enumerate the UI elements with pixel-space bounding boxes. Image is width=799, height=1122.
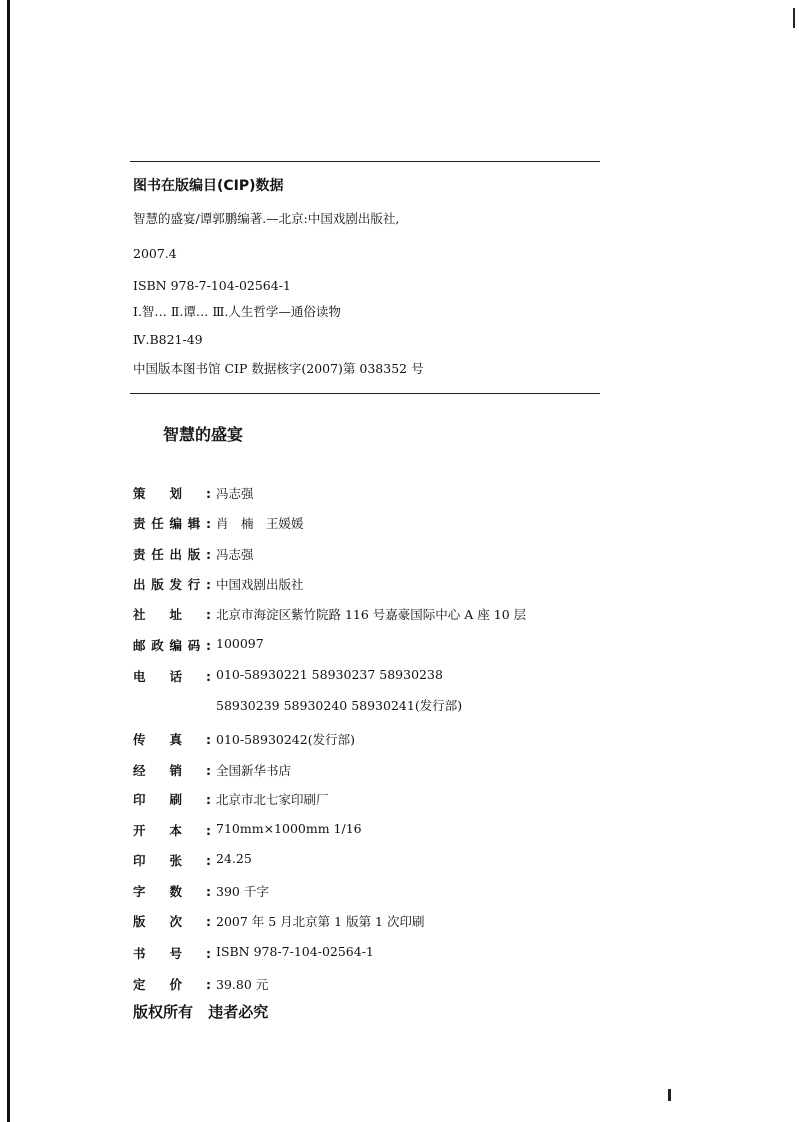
field-label: 责任出版: — [133, 547, 211, 562]
field-label: 开本: — [133, 823, 211, 838]
field-value: 390 千字 — [216, 884, 269, 899]
field-value: 北京市北七家印刷厂 — [216, 792, 329, 807]
field-value: 24.25 — [216, 851, 252, 866]
field-value: 冯志强 — [216, 486, 254, 501]
cip-top-rule — [130, 161, 600, 162]
field-value: 010-58930242(发行部) — [216, 732, 355, 747]
book-title: 智慧的盛宴 — [163, 425, 244, 444]
field-label: 书号: — [133, 946, 211, 961]
cip-bottom-rule — [130, 393, 600, 394]
field-value: 010-58930221 58930237 58930238 — [216, 667, 443, 682]
field-value: 冯志强 — [216, 547, 254, 562]
cip-line: 智慧的盛宴/谭郭鹏编著.—北京:中国戏剧出版社, — [133, 211, 400, 226]
field-label: 邮政编码: — [133, 638, 211, 653]
scan-artifact — [668, 1089, 671, 1101]
field-label: 经销: — [133, 763, 211, 778]
field-label: 定价: — [133, 977, 211, 992]
scan-artifact — [793, 8, 795, 28]
cip-line: 中国版本图书馆 CIP 数据核字(2007)第 038352 号 — [133, 361, 424, 376]
field-label: 社址: — [133, 607, 211, 622]
cip-line: ISBN 978-7-104-02564-1 — [133, 278, 291, 293]
field-value: 肖 楠 王媛媛 — [216, 516, 304, 531]
field-value: ISBN 978-7-104-02564-1 — [216, 944, 374, 959]
field-label: 字数: — [133, 884, 211, 899]
field-label: 责任编辑: — [133, 516, 211, 531]
field-value: 100097 — [216, 636, 264, 651]
field-label: 传真: — [133, 732, 211, 747]
field-label: 出版发行: — [133, 577, 211, 592]
field-value: 全国新华书店 — [216, 763, 292, 778]
field-label: 版次: — [133, 914, 211, 929]
field-value: 中国戏剧出版社 — [216, 577, 304, 592]
cip-line: Ⅰ.智… Ⅱ.谭… Ⅲ.人生哲学—通俗读物 — [133, 304, 341, 319]
copyright-notice: 版权所有 违者必究 — [133, 1003, 269, 1021]
scan-left-edge — [7, 0, 10, 1122]
field-label: 电话: — [133, 669, 211, 684]
field-label: 印张: — [133, 853, 211, 868]
field-value: 2007 年 5 月北京第 1 版第 1 次印刷 — [216, 914, 425, 929]
field-value: 北京市海淀区紫竹院路 116 号嘉豪国际中心 A 座 10 层 — [216, 607, 527, 622]
field-value: 58930239 58930240 58930241(发行部) — [216, 698, 463, 713]
field-label: 策划: — [133, 486, 211, 501]
field-label: 印刷: — [133, 792, 211, 807]
cip-heading: 图书在版编目(CIP)数据 — [133, 178, 284, 194]
cip-line: 2007.4 — [133, 246, 177, 261]
cip-line: Ⅳ.B821-49 — [133, 332, 203, 347]
field-value: 39.80 元 — [216, 977, 269, 992]
field-value: 710mm×1000mm 1/16 — [216, 821, 362, 836]
